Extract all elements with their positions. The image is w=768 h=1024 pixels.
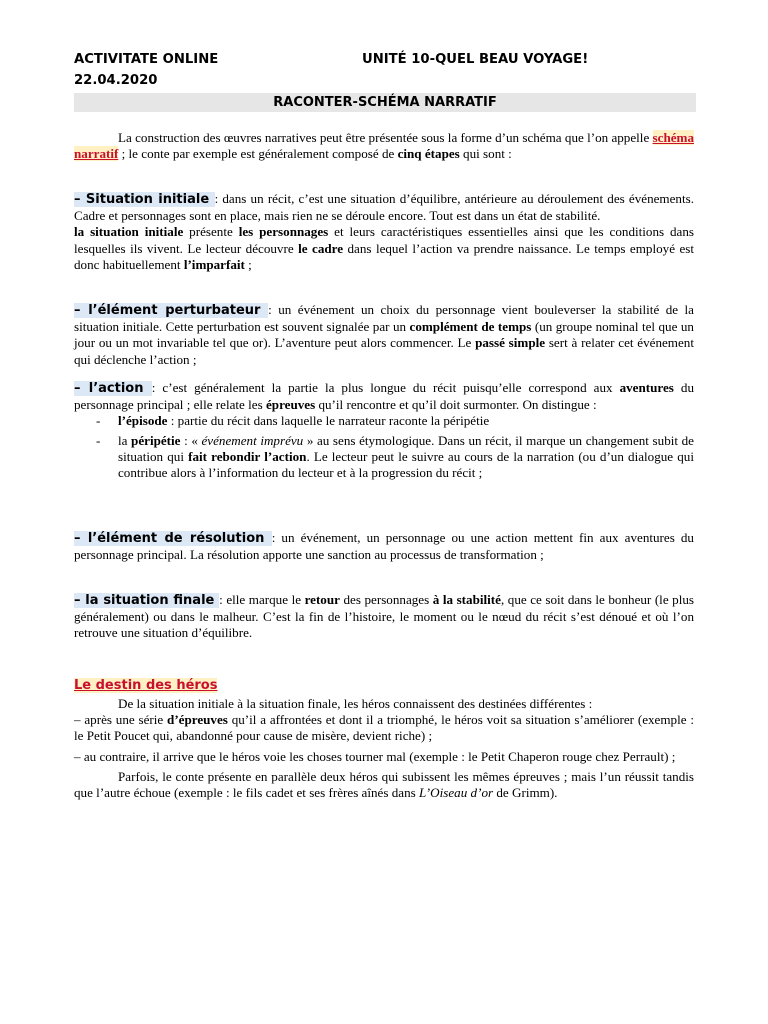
schema-narratif-highlight: schéma narratif	[74, 130, 694, 162]
unit-title: UNITÉ 10-QUEL BEAU VOYAGE!	[362, 52, 589, 67]
section-text: ;	[244, 256, 252, 272]
destin-heros-title: Le destin des héros	[74, 678, 218, 693]
section-text: dans lequel l’action va prendre naissance. Le temps employé est donc habituellement	[74, 240, 694, 272]
section-situation-initiale	[74, 191, 694, 273]
section-text: : un événement, un personnage ou une action mettent fin aux aventures du personnage principal. La résolution apporte une sanction au processus de transformation ;	[74, 530, 694, 563]
bold-term: les personnages	[238, 224, 329, 240]
section-action	[74, 380, 694, 481]
section-text: des personnages	[339, 592, 433, 607]
section-element-resolution	[74, 530, 694, 563]
section-element-perturbateur	[74, 302, 694, 368]
action-list	[74, 413, 694, 481]
list-text: : «	[180, 432, 202, 448]
bold-term: la situation initiale	[74, 224, 184, 240]
bold-term: à la stabilité	[432, 592, 501, 607]
bold-term: d’épreuves	[167, 712, 228, 728]
action-label: – l’action	[74, 381, 152, 396]
destin-text: qu’il a affrontées et dont il a triomphé, le héros voit sa situation s’améliorer (exemple : le Petit Poucet qui, abandonné pour cause de misère, devient riche) ;	[74, 712, 694, 744]
list-text: . Le lecteur peut le suivre au cours de la narration (ou d’un dialogue qui contribue alors à l’information du lecteur et à la progression du récit ;	[118, 448, 694, 481]
list-text: : partie du récit dans laquelle le narrateur raconte la péripétie	[167, 413, 490, 429]
section-text: qu’il rencontre et qu’il doit surmonter. On distingue :	[315, 397, 597, 413]
bold-term: péripétie	[131, 432, 181, 448]
section-text: , que ce soit dans le bonheur (le plus généralement) ou dans le malheur. C’est la fin de l’histoire, le moment ou le nœud du récit s’est dénoué et où l’on retrouve une situation d’équilibre.	[74, 592, 695, 641]
italic-term: L’Oiseau d’or	[419, 785, 494, 801]
section-text: (un groupe nominal tel que un jour ou un mot invariable tel que or). L’aventure peut alors commencer. Le	[74, 319, 694, 351]
section-text: et leurs caractéristiques essentielles ainsi que les conditions dans lesquelles ils vivent. Le lecteur découvre	[74, 224, 694, 256]
section-text: présente	[183, 224, 239, 240]
section-text: : c’est généralement la partie la plus longue du récit puisqu’elle correspond aux	[151, 380, 620, 395]
intro-text: ; le conte par exemple est généralement composé de	[118, 146, 398, 162]
bold-term: le cadre	[298, 240, 344, 256]
bold-term: passé simple	[475, 335, 546, 351]
destin-paragraph	[74, 712, 694, 744]
italic-term: événement imprévu	[201, 432, 304, 448]
intro-text: La construction des œuvres narratives peut être présentée sous la forme d’un schéma que l’on appelle	[118, 130, 653, 145]
date: 22.04.2020	[74, 73, 158, 88]
bold-term: épreuves	[265, 397, 316, 413]
destin-text: – après une série	[74, 712, 168, 728]
list-item	[74, 433, 694, 482]
destin-paragraph: – au contraire, il arrive que le héros voie les choses tourner mal (exemple : le Petit Chaperon rouge chez Perrault) ;	[74, 748, 676, 764]
intro-text: qui sont :	[459, 146, 512, 162]
section-text: : un événement un choix du personnage vient bouleverser la stabilité de la situation initiale. Cette perturbation est souvent signalée par un	[74, 302, 694, 335]
section-text: : dans un récit, c’est une situation d’équilibre, antérieure au déroulement des événements. Cadre et personnages sont en place, mais rien ne se déroule encore. Tout est dans un état de stabilité.	[74, 191, 694, 224]
bold-term: retour	[304, 592, 340, 607]
section-text: sert à relater cet événement qui déclenche l’action ;	[74, 335, 694, 367]
page-title: RACONTER-SCHÉMA NARRATIF	[74, 93, 696, 112]
list-text: la	[118, 432, 132, 448]
section-text: : elle marque le	[219, 592, 305, 607]
destin-paragraph: De la situation initiale à la situation finale, les héros connaissent des destinées différentes :	[118, 696, 593, 711]
section-situation-finale	[74, 592, 694, 642]
bold-term: aventures	[619, 380, 674, 395]
destin-text: de Grimm).	[493, 785, 558, 801]
list-item	[74, 413, 694, 429]
list-dash: -	[96, 413, 101, 429]
bold-term: fait rebondir l’action	[188, 448, 307, 464]
list-text: » au sens étymologique. Dans un récit, il marque un changement subit de situation qui	[118, 432, 694, 464]
section-text: du personnage principal ; elle relate les	[74, 380, 694, 413]
destin-paragraph	[74, 769, 694, 801]
list-dash: -	[96, 432, 101, 448]
element-resolution-label: – l’élément de résolution	[74, 531, 272, 546]
section-destin	[74, 696, 694, 801]
bold-term: complément de temps	[409, 319, 532, 335]
activity-label: ACTIVITATE ONLINE	[74, 52, 219, 67]
situation-finale-label: – la situation finale	[74, 593, 220, 608]
situation-initiale-label: – Situation initiale	[74, 192, 215, 207]
bold-term: l’épisode	[118, 413, 168, 429]
intro-paragraph	[74, 130, 694, 162]
element-perturbateur-label: – l’élément perturbateur	[74, 303, 269, 318]
cinq-etapes: cinq étapes	[397, 146, 460, 162]
bold-term: l’imparfait	[183, 256, 245, 272]
destin-text: Parfois, le conte présente en parallèle deux héros qui subissent les mêmes épreuves ; mais l’un réussit tandis que l’autre échoue (exemple : le fils cadet et ses frères aînés dans	[74, 768, 694, 801]
